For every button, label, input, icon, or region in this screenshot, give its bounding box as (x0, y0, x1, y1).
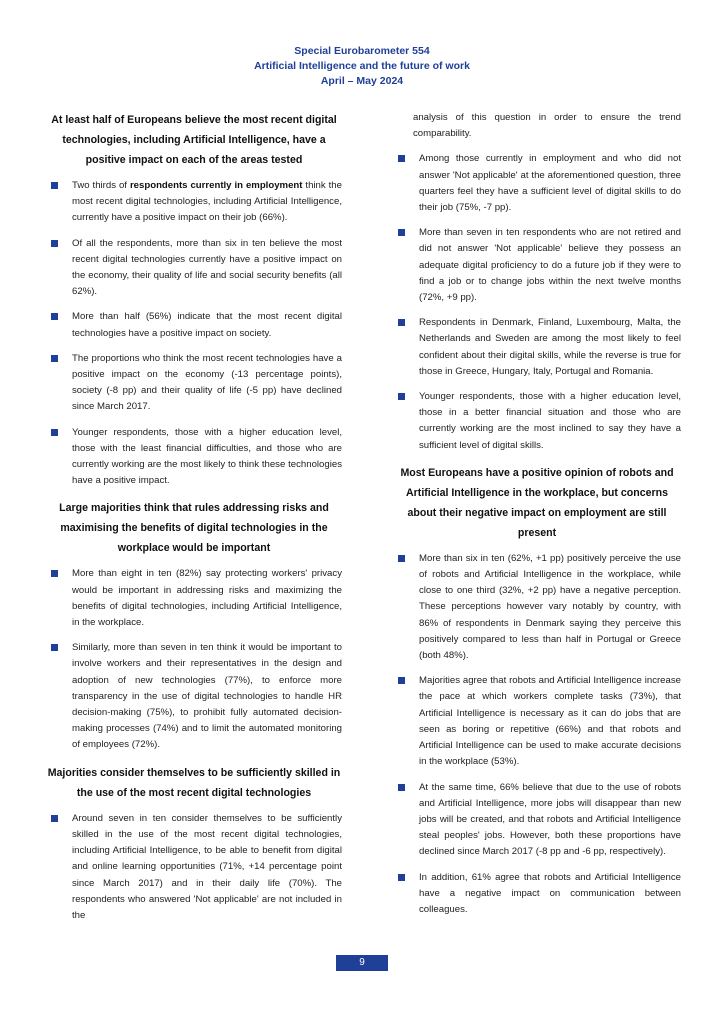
section-heading-robots: Most Europeans have a positive opinion of robots and Artificial Intelligence in the workplace, but concerns about their negative impact on employment are still present (400, 466, 674, 539)
page-number: 9 (336, 955, 388, 971)
bullet-text: think the most recent digital technologies, including Artificial Intelligence, currently have a positive impact on their job (66%). (72, 180, 342, 224)
report-title: Special Eurobarometer 554 (294, 45, 430, 57)
continued-text: analysis of this question in order to ensure the trend comparability. (413, 112, 681, 140)
right-column (393, 110, 681, 927)
list-item: Among those currently in employment and who did not answer 'Not applicable' at the aforementioned question, three quarters feel they have a sufficient level of digital skills to do their job (75%, -7 pp). (393, 151, 681, 216)
list-item: Of all the respondents, more than six in ten believe the most recent digital technologies currently have a positive impact on the economy, their quality of life and social security benefits (all 62%). (46, 236, 342, 301)
list-item: The proportions who think the most recent technologies have a positive impact on the economy (-13 percentage points), society (-8 pp) and their quality of life (-5 pp) have declined since March 2017. (46, 351, 342, 416)
list-item: More than eight in ten (82%) say protecting workers' privacy would be important in addressing risks and maximizing the benefits of digital technologies, including Artificial Intelligence, in the workplace. (46, 566, 342, 631)
list-item: Around seven in ten consider themselves to be sufficiently skilled in the use of the most recent digital technologies, including Artificial Intelligence, to be able to benefit from digital and online learning opportunities (71%, +14 percentage point since March 2017) and in their daily life (70%). The respondents who answered 'Not applicable' are not included in the (46, 811, 342, 924)
list-item: Respondents in Denmark, Finland, Luxembourg, Malta, the Netherlands and Sweden are among the most likely to feel confident about their digital skills, while the reverse is true for those in Greece, Hungary, Italy, Portugal and Romania. (393, 315, 681, 380)
list-item: Majorities agree that robots and Artificial Intelligence increase the pace at which workers complete tasks (73%), that Artificial Intelligence is necessary as it can do jobs that are seen as boring or repetitive (66%) and that robots and Artificial Intelligence can be used to make accurate decisions in the workplace (53%). (393, 673, 681, 770)
robots-bullet-list (393, 551, 681, 918)
skills-bullet-list-continued (393, 110, 681, 454)
skills-bullet-list (46, 811, 342, 924)
rules-bullet-list (46, 566, 342, 753)
list-item: Younger respondents, those with a higher education level, those with the least financial difficulties, and those who are currently working are the most likely to think these technologies have a positive impact. (46, 425, 342, 490)
list-item: At the same time, 66% believe that due to the use of robots and Artificial Intelligence, more jobs will disappear than new jobs will be created, and that robots and Artificial Intelligence steal peoples' jobs. However, both these proportions have declined since March 2017 (-8 pp and -6 pp, respectively). (393, 780, 681, 861)
section-heading-skills: Majorities consider themselves to be sufficiently skilled in the use of the most recent digital technologies (47, 766, 341, 799)
list-item: Younger respondents, those with a higher education level, those in a better financial situation and those who are currently working are the most inclined to say they have a sufficient level of digital skills. (393, 389, 681, 454)
list-item: More than seven in ten respondents who are not retired and did not answer 'Not applicable' believe they possess an adequate digital proficiency to do a future job if they were to find a job or to change jobs within the next twelve months (72%, +9 pp). (393, 225, 681, 306)
left-column (46, 110, 342, 933)
report-date: April – May 2024 (320, 75, 404, 87)
list-item (46, 178, 342, 227)
list-item: More than half (56%) indicate that the most recent digital technologies have a positive impact on society. (46, 309, 342, 341)
bullet-emphasis: respondents currently in employment (129, 180, 303, 191)
list-item: Similarly, more than seven in ten think it would be important to involve workers and their representatives in the design and adoption of new technologies (77%), to enforce more transparency in the use of digital technologies to handle HR decision-making (75%), to prohibit fully automated decision-making processes (74%) and to limit the automated monitoring of employees (72%). (46, 640, 342, 753)
impact-bullet-list (46, 178, 342, 489)
section-heading-impact: At least half of Europeans believe the most recent digital technologies, including Artificial Intelligence, have a positive impact on each of the areas tested (51, 114, 337, 166)
bullet-text: Two thirds of (72, 180, 130, 191)
list-item: More than six in ten (62%, +1 pp) positively perceive the use of robots and Artificial Intelligence in the workplace, while close to one third (32%, +2 pp) have a negative perception. These perceptions however vary notably by country, with 86% of respondents in Denmark saying they perceive this positively compared to less than half in Portugal or Greece (both 48%). (393, 551, 681, 664)
list-item: In addition, 61% agree that robots and Artificial Intelligence have a negative impact on communication between colleagues. (393, 870, 681, 919)
section-heading-rules: Large majorities think that rules addressing risks and maximising the benefits of digital technologies in the workplace would be important (59, 502, 329, 555)
report-header (0, 44, 724, 89)
report-subtitle: Artificial Intelligence and the future of work (254, 60, 470, 72)
